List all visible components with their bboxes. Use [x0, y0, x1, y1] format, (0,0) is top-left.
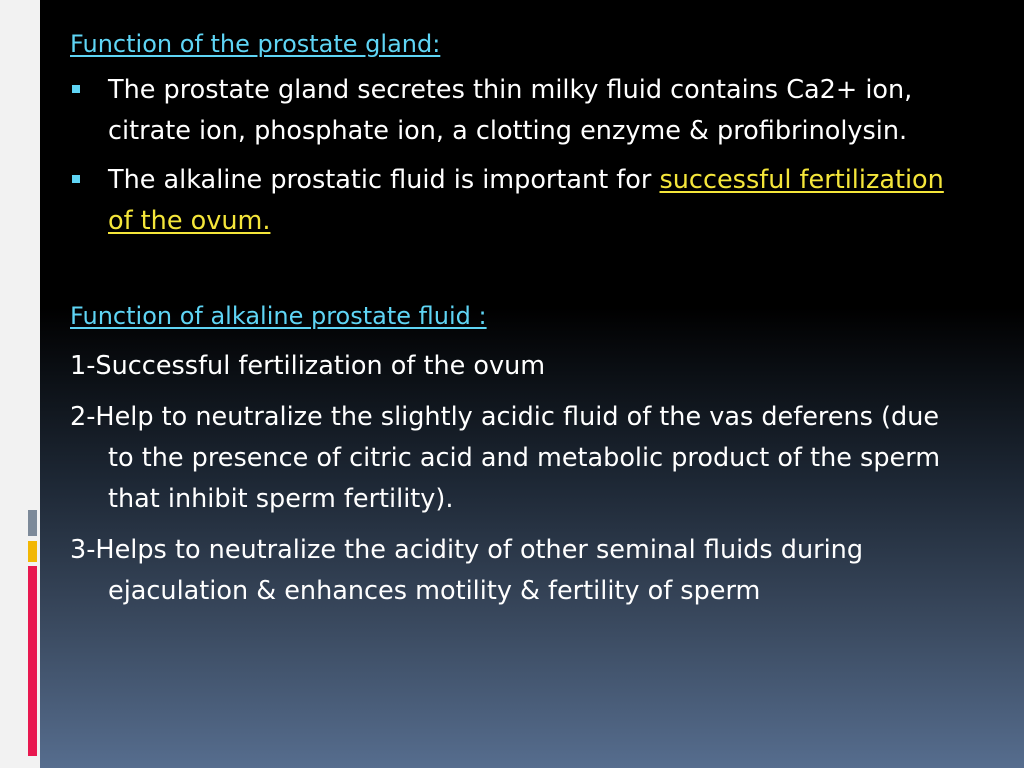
accent-bar-gold — [28, 541, 37, 562]
heading-alkaline-fluid-function: Function of alkaline prostate fluid : — [70, 302, 487, 330]
heading-prostate-function: Function of the prostate gland: — [70, 30, 441, 58]
numbered-item: 3-Helps to neutralize the acidity of other seminal fluids during ejaculation & enhances motility & fertility of sperm — [70, 535, 864, 606]
accent-bar-pink — [28, 566, 37, 756]
square-bullet-icon — [72, 85, 80, 93]
highlighted-text: successful fertilization of the ovum. — [108, 165, 944, 236]
bullet-text: The alkaline prostatic fluid is important for — [108, 165, 660, 195]
bullet-text: The prostate gland secretes thin milky fluid contains Ca2+ ion, citrate ion, phosphate ion, a clotting enzyme & profibrinolysin. — [108, 75, 913, 146]
numbered-item: 1-Successful fertilization of the ovum — [70, 351, 546, 381]
bullet-item — [70, 70, 970, 152]
accent-bar-grey — [28, 510, 37, 536]
slide-content — [70, 26, 970, 612]
numbered-item: 2-Help to neutralize the slightly acidic fluid of the vas deferens (due to the presence of citric acid and metabolic product of the sperm that inhibit sperm fertility). — [70, 402, 941, 514]
bullet-item — [70, 160, 970, 242]
square-bullet-icon — [72, 175, 80, 183]
